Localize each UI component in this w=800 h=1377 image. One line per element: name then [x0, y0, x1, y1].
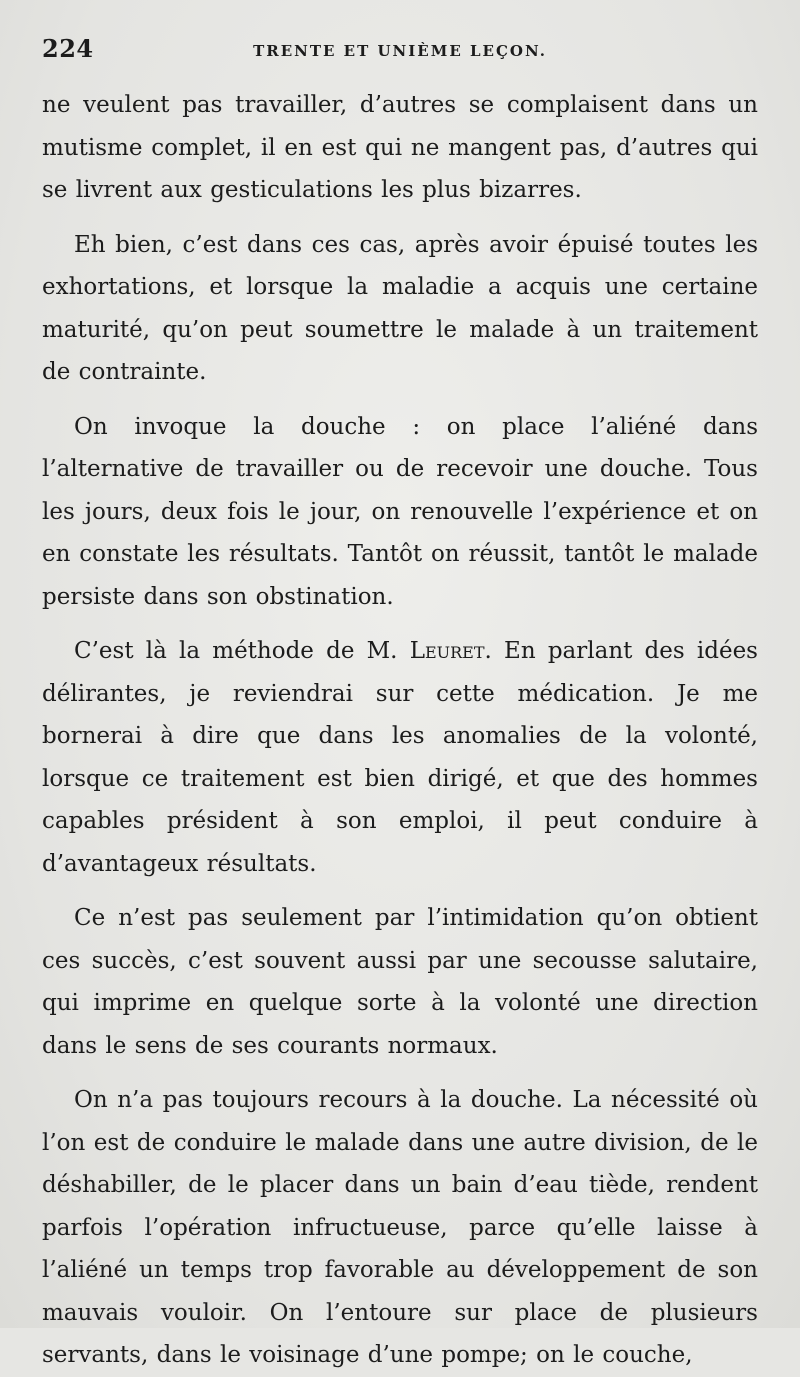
- paragraph-1: ne veulent pas travailler, d’autres se complaisent dans un mutisme complet, il en est qui ne mangent pas, d’autres qui se livrent aux gesticulations les plus bizarres.: [42, 92, 758, 203]
- body-text: [42, 84, 758, 1377]
- paragraph-3: On invoque la douche : on place l’aliéné dans l’alternative de travailler ou de recevoir une douche. Tous les jours, deux fois le jour, on renouvelle l’expérience et on en constate les résultats. Tantôt on réussit, tantôt le malade persiste dans son obstination.: [42, 413, 758, 610]
- paragraph-2: Eh bien, c’est dans ces cas, après avoir épuisé toutes les exhortations, et lorsque la maladie a acquis une certaine maturité, qu’on peut soumettre le malade à un traitement de contrainte.: [42, 231, 758, 385]
- running-title: TRENTE ET UNIÈME LEÇON.: [253, 42, 547, 60]
- running-head: [42, 34, 758, 74]
- author-name-leuret: Leuret: [409, 638, 485, 664]
- paragraph-4-after: . En parlant des idées délirantes, je reviendrai sur cette médication. Je me bornerai à dire que dans les anomalies de la volonté, lorsque ce traitement est bien dirigé, et que des hommes capables président à son emploi, il peut conduire à d’avantageux résultats.: [42, 638, 758, 877]
- paragraph-4: [42, 630, 758, 885]
- paragraph-5: Ce n’est pas seulement par l’intimidation qu’on obtient ces succès, c’est souvent aussi par une secousse salutaire, qui imprime en quelque sorte à la volonté une direction dans le sens de ses courants normaux.: [42, 905, 758, 1059]
- paragraph-6: On n’a pas toujours recours à la douche. La nécessité où l’on est de conduire le malade dans une autre division, de le déshabiller, de le placer dans un bain d’eau tiède, rendent parfois l’opération infructueuse, parce qu’elle laisse à l’aliéné un temps trop favorable au développement de son mauvais vouloir. On l’entoure sur place de plusieurs servants, dans le voisinage d’une pompe; on le couche,: [42, 1087, 758, 1368]
- paragraph-4-before: C’est là la méthode de M.: [74, 638, 410, 664]
- page-number: 224: [42, 34, 94, 63]
